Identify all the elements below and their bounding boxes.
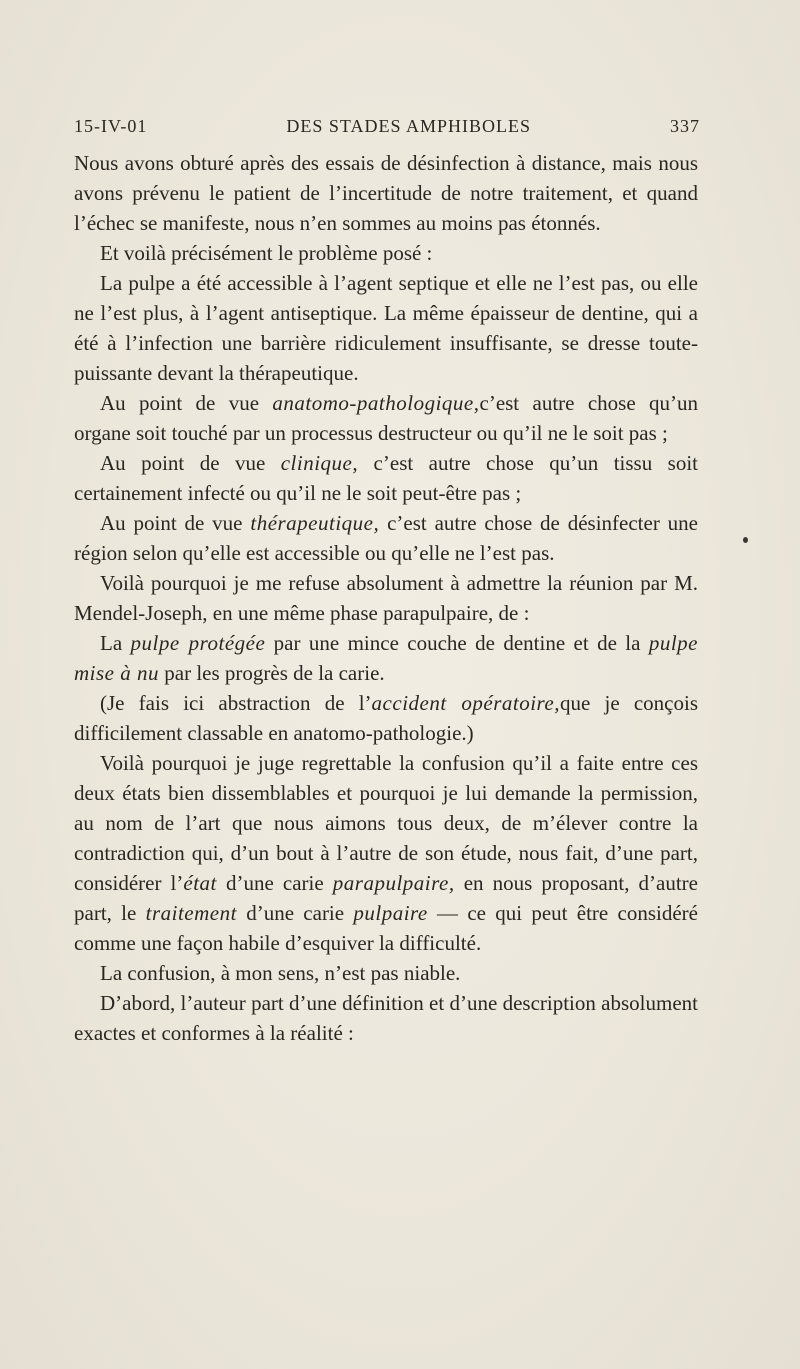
italic-term: pulpe mise à nu <box>74 631 698 685</box>
paragraph <box>74 268 698 388</box>
paragraph <box>74 388 698 448</box>
italic-term: accident opératoire, <box>371 691 560 715</box>
italic-term: pulpe protégée <box>130 631 266 655</box>
paragraph <box>74 748 698 958</box>
italic-term: traitement <box>145 901 237 925</box>
text-run: que je conçois difficilement classable en anatomo-pathologie.) <box>74 691 699 745</box>
ink-speck <box>743 537 748 543</box>
italic-term: parapulpaire, <box>332 871 455 895</box>
paragraph <box>74 988 698 1048</box>
text-run: Au point de vue <box>100 511 251 535</box>
header-title: DES STADES AMPHIBOLES <box>286 116 531 136</box>
italic-term: thérapeutique, <box>250 511 380 535</box>
text-run: D’abord, l’auteur part d’une définition et d’une description absolument exactes et conformes à la réalité : <box>74 991 698 1045</box>
paragraph <box>74 688 698 748</box>
paragraph <box>74 958 698 988</box>
paragraph <box>74 568 698 628</box>
paragraph <box>74 628 698 688</box>
page-number: 337 <box>670 116 700 136</box>
paragraph <box>74 238 698 268</box>
header-date: 15-IV-01 <box>74 116 148 136</box>
text-run: Nous avons obturé après des essais de désinfection à distance, mais nous avons prévenu le patient de l’incertitude de notre traitement, et quand l’échec se manifeste, nous n’en sommes au moins pas étonnés. <box>74 151 698 235</box>
text-run: c’est autre chose qu’un organe soit touché par un processus destructeur ou qu’il ne le soit pas ; <box>74 391 698 445</box>
italic-term: anatomo-pathologique, <box>272 391 480 415</box>
running-header <box>74 116 700 137</box>
text-run: La pulpe a été accessible à l’agent septique et elle ne l’est pas, ou elle ne l’est plus, à l’agent antiseptique. La même épaisseur de dentine, qui a été à l’infection une barrière ridiculement insuffisante, se dresse toute-puissante devant la thérapeutique. <box>74 271 698 385</box>
text-run: Voilà pourquoi je juge regrettable la confusion qu’il a faite entre ces deux états bien dissemblables et pourquoi je lui demande la permission, au nom de l’art que nous aimons tous deux, de m’élever contre la contradiction qui, d’un bout à l’autre de son étude, nous fait, d’une part, considérer l’ <box>74 751 698 895</box>
text-run: Et voilà précisément le problème posé : <box>100 241 433 265</box>
text-run: c’est autre chose de désinfecter une région selon qu’elle est accessible ou qu’elle ne l’est pas. <box>74 511 698 565</box>
text-run: d’une carie <box>216 871 333 895</box>
italic-term: pulpaire <box>353 901 428 925</box>
text-run: en nous proposant, d’autre part, le <box>74 871 698 925</box>
text-run: par une mince couche de dentine et de la <box>265 631 649 655</box>
paragraph <box>74 448 698 508</box>
text-run: (Je fais ici abstraction de l’ <box>100 691 372 715</box>
text-run: c’est autre chose qu’un tissu soit certainement infecté ou qu’il ne le soit peut-être pas ; <box>74 451 698 505</box>
text-run: La confusion, à mon sens, n’est pas niable. <box>100 961 461 985</box>
paragraph <box>74 508 698 568</box>
italic-term: clinique, <box>280 451 359 475</box>
text-run: Au point de vue <box>100 391 273 415</box>
text-run: Voilà pourquoi je me refuse absolument à admettre la réunion par M. Mendel-Joseph, en une même phase parapulpaire, de : <box>74 571 698 625</box>
text-run: par les progrès de la carie. <box>159 661 385 685</box>
body-text <box>74 148 698 1048</box>
text-run: La <box>100 631 131 655</box>
text-run: Au point de vue <box>100 451 281 475</box>
text-run: — ce qui peut être considéré comme une façon habile d’esquiver la difficulté. <box>74 901 698 955</box>
italic-term: état <box>183 871 217 895</box>
text-run: d’une carie <box>236 901 354 925</box>
paragraph <box>74 148 698 238</box>
